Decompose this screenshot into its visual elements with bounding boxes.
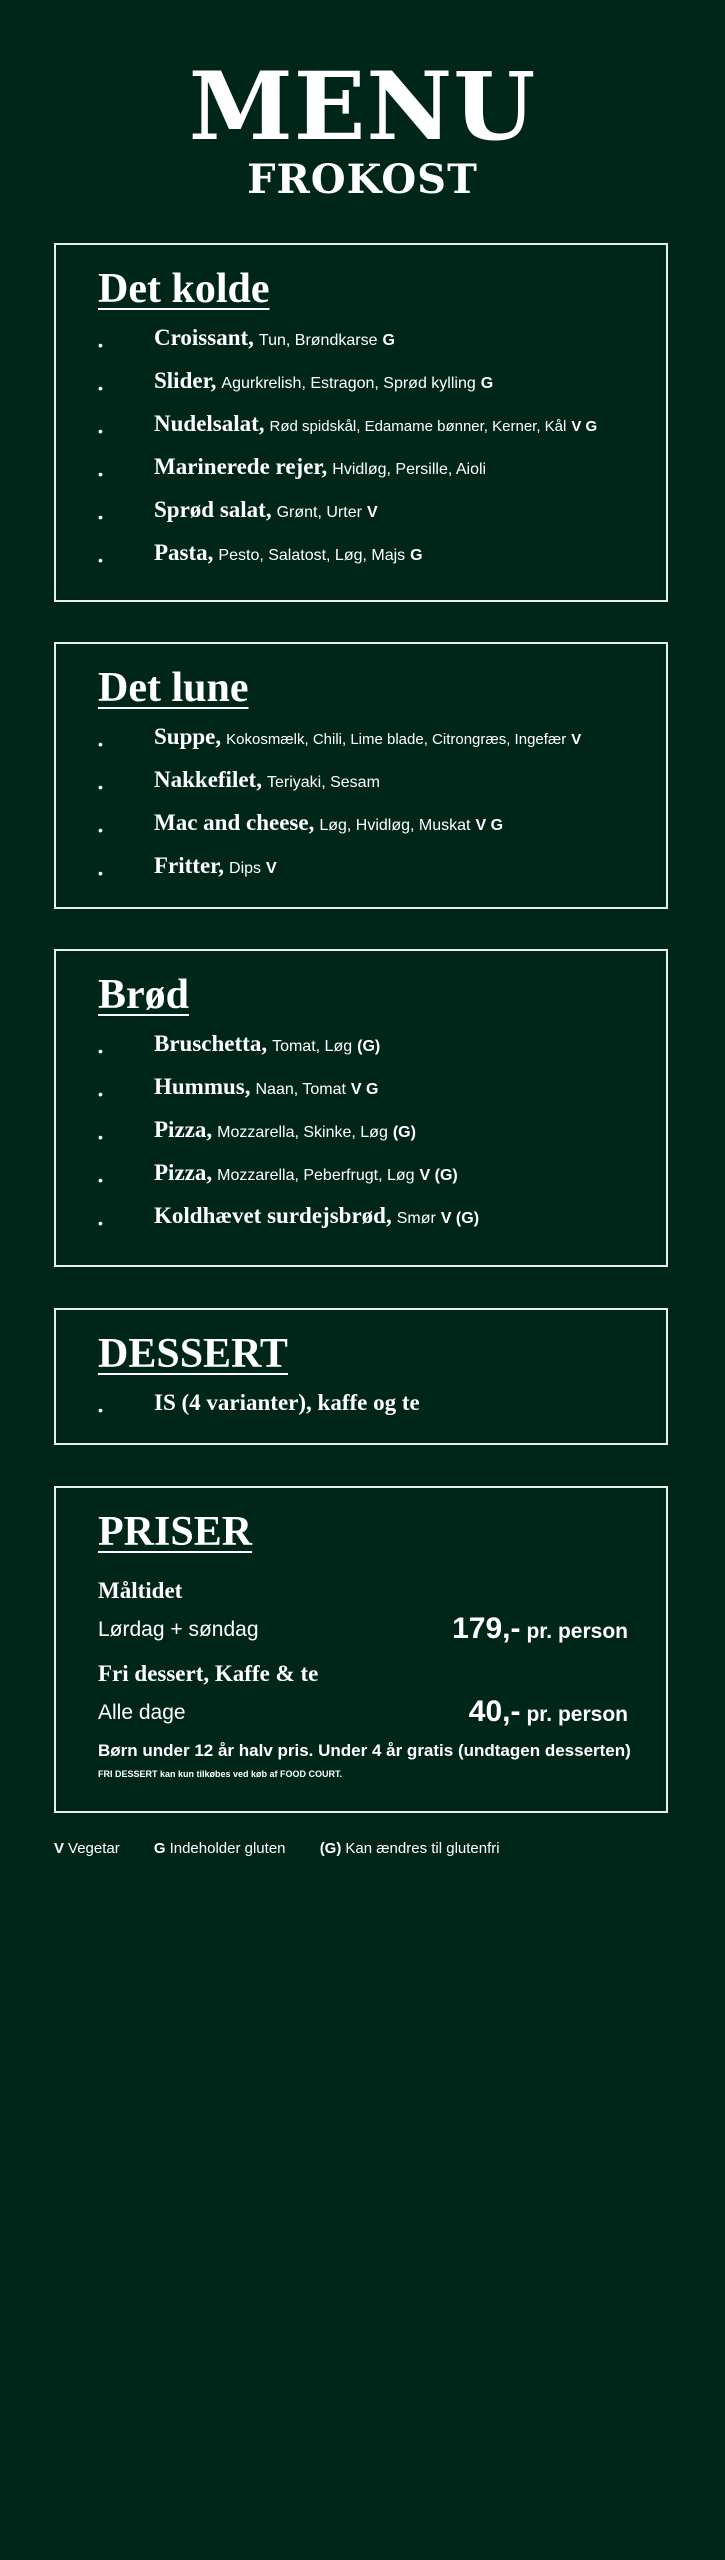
item-name: Sprød salat, bbox=[154, 497, 272, 522]
list-item bbox=[56, 411, 666, 454]
list-item bbox=[56, 540, 666, 583]
item-tags: V bbox=[571, 731, 582, 748]
bullet-icon: • bbox=[98, 423, 103, 439]
list-item bbox=[56, 1031, 666, 1074]
list-item bbox=[56, 853, 666, 896]
item-name: Slider, bbox=[154, 368, 217, 393]
item-tags: V (G) bbox=[419, 1167, 458, 1184]
bullet-icon: • bbox=[98, 779, 103, 795]
section-prices bbox=[54, 1486, 668, 1813]
legend-label: Indeholder gluten bbox=[169, 1840, 286, 1857]
item-tags: (G) bbox=[357, 1038, 381, 1055]
price-unit: pr. person bbox=[526, 1620, 628, 1643]
item-description: Hvidløg, Persille, Aioli bbox=[332, 461, 487, 478]
item-description: Agurkrelish, Estragon, Sprød kylling bbox=[221, 375, 476, 392]
legend-key: G bbox=[153, 1840, 166, 1857]
item-tags: V G bbox=[475, 817, 504, 834]
item-description: Grønt, Urter bbox=[276, 504, 362, 521]
item-name: Marinerede rejer, bbox=[154, 454, 328, 479]
item-name: Pizza, bbox=[154, 1160, 213, 1185]
item-name: Pasta, bbox=[154, 540, 214, 565]
price-name: Måltidet bbox=[98, 1578, 183, 1603]
section-brod bbox=[54, 949, 668, 1267]
item-name: Koldhævet surdejsbrød, bbox=[154, 1203, 392, 1228]
item-tags: (G) bbox=[392, 1124, 416, 1141]
bullet-icon: • bbox=[98, 552, 103, 568]
dessert-fine-print: FRI DESSERT kan kun tilkøbes ved køb af FOOD COURT. bbox=[98, 1769, 343, 1779]
item-description: Naan, Tomat bbox=[255, 1081, 346, 1098]
list-item bbox=[56, 767, 666, 810]
allergen-legend bbox=[54, 1840, 530, 1857]
bullet-icon: • bbox=[98, 865, 103, 881]
bullet-icon: • bbox=[98, 1043, 103, 1059]
item-tags: G bbox=[410, 547, 423, 564]
list-item bbox=[56, 1390, 666, 1433]
list-item bbox=[56, 724, 666, 767]
list-item bbox=[56, 810, 666, 853]
list-item bbox=[56, 454, 666, 497]
list-item bbox=[56, 325, 666, 368]
item-tags: V (G) bbox=[440, 1210, 480, 1227]
bullet-icon: • bbox=[98, 822, 103, 838]
bullet-icon: • bbox=[98, 380, 103, 396]
price-entry bbox=[98, 1578, 628, 1648]
bullet-icon: • bbox=[98, 1402, 103, 1418]
price-days: Alle dage bbox=[98, 1701, 186, 1724]
section-title: Brød bbox=[98, 972, 190, 1018]
item-list bbox=[56, 1390, 666, 1433]
item-tags: V bbox=[366, 504, 378, 521]
list-item bbox=[56, 368, 666, 411]
item-name: Nudelsalat, bbox=[154, 411, 265, 436]
legend-key: V bbox=[54, 1840, 65, 1857]
bullet-icon: • bbox=[98, 1129, 103, 1145]
item-list bbox=[56, 1031, 666, 1246]
price-unit: pr. person bbox=[526, 1703, 628, 1726]
item-description: Mozzarella, Peberfrugt, Løg bbox=[217, 1167, 415, 1184]
legend-item bbox=[54, 1840, 120, 1857]
list-item bbox=[56, 497, 666, 540]
menu-title: MENU bbox=[188, 52, 537, 162]
item-tags: G bbox=[480, 375, 494, 392]
price-amount: 40,- bbox=[468, 1695, 521, 1728]
price-amount: 179,- bbox=[452, 1612, 521, 1645]
section-det-kolde bbox=[54, 243, 668, 602]
item-name: Fritter, bbox=[154, 853, 225, 878]
item-name: Nakkefilet, bbox=[154, 767, 262, 792]
price-entry bbox=[98, 1661, 628, 1731]
list-item bbox=[56, 1074, 666, 1117]
item-name: Hummus, bbox=[154, 1074, 251, 1099]
item-name: Pizza, bbox=[154, 1117, 213, 1142]
legend-key: (G) bbox=[319, 1840, 342, 1857]
item-description: Løg, Hvidløg, Muskat bbox=[319, 817, 471, 834]
legend-label: Vegetar bbox=[68, 1840, 120, 1857]
item-description: Tomat, Løg bbox=[272, 1038, 353, 1055]
legend-label: Kan ændres til glutenfri bbox=[345, 1840, 500, 1857]
bullet-icon: • bbox=[98, 1086, 103, 1102]
legend-item bbox=[154, 1840, 286, 1857]
list-item bbox=[56, 1160, 666, 1203]
item-name: Bruschetta, bbox=[154, 1031, 268, 1056]
item-name: Croissant, bbox=[154, 325, 254, 350]
list-item bbox=[56, 1117, 666, 1160]
item-description: Mozzarella, Skinke, Løg bbox=[217, 1124, 388, 1141]
item-name: Mac and cheese, bbox=[154, 810, 315, 835]
bullet-icon: • bbox=[98, 1172, 103, 1188]
bullet-icon: • bbox=[98, 337, 103, 353]
item-tags: V bbox=[266, 860, 277, 877]
item-tags: G bbox=[382, 332, 395, 349]
item-list bbox=[56, 724, 666, 896]
item-description: Smør bbox=[396, 1210, 436, 1227]
bullet-icon: • bbox=[98, 1215, 103, 1231]
section-title: Det kolde bbox=[98, 266, 270, 312]
price-days: Lørdag + søndag bbox=[98, 1618, 259, 1641]
bullet-icon: • bbox=[98, 736, 103, 752]
list-item bbox=[56, 1203, 666, 1246]
item-description: Kokosmælk, Chili, Lime blade, Citrongræs, Ingefær bbox=[226, 731, 567, 748]
item-list bbox=[56, 325, 666, 583]
menu-subtitle: FROKOST bbox=[247, 156, 478, 203]
section-title: DESSERT bbox=[98, 1331, 288, 1377]
section-title: Det lune bbox=[98, 665, 249, 711]
item-name: Suppe, bbox=[154, 724, 222, 749]
children-price-note: Børn under 12 år halv pris. Under 4 år gratis (undtagen desserten) bbox=[98, 1741, 631, 1760]
item-description: Rød spidskål, Edamame bønner, Kerner, Kål bbox=[269, 418, 567, 435]
item-description: Tun, Brøndkarse bbox=[258, 332, 378, 349]
price-name: Fri dessert, Kaffe & te bbox=[98, 1661, 319, 1686]
item-description: Dips bbox=[229, 860, 262, 877]
section-dessert bbox=[54, 1308, 668, 1445]
bullet-icon: • bbox=[98, 466, 103, 482]
section-det-lune bbox=[54, 642, 668, 909]
item-tags: V G bbox=[571, 418, 598, 435]
item-description: Pesto, Salatost, Løg, Majs bbox=[218, 547, 406, 564]
item-tags: V G bbox=[350, 1081, 379, 1098]
legend-item bbox=[320, 1840, 500, 1857]
bullet-icon: • bbox=[98, 509, 103, 525]
menu-header bbox=[0, 52, 725, 203]
item-description: Teriyaki, Sesam bbox=[266, 774, 380, 791]
section-title: PRISER bbox=[98, 1509, 253, 1555]
item-name: IS (4 varianter), kaffe og te bbox=[154, 1390, 420, 1415]
